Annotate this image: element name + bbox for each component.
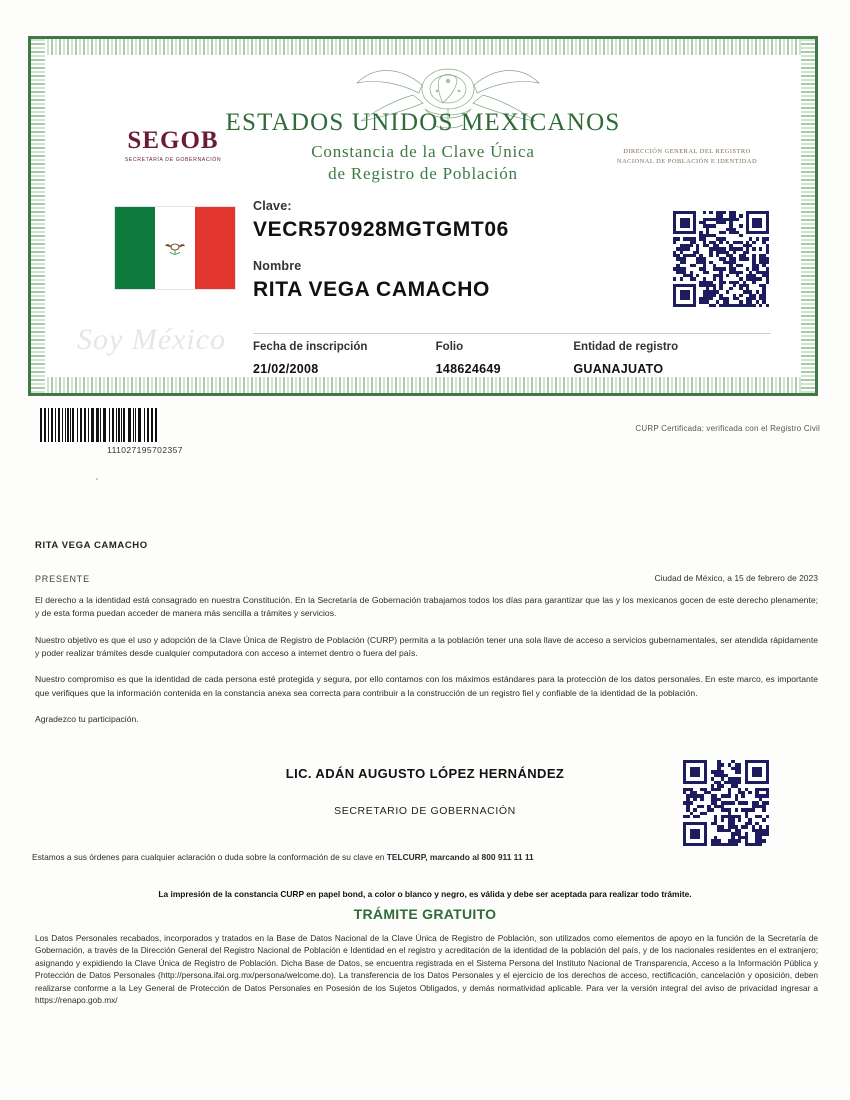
title-constancia: Constancia de la Clave Única bbox=[311, 142, 535, 161]
curp-qr-code[interactable] bbox=[673, 211, 769, 307]
flag-stripe-white bbox=[155, 207, 195, 289]
ornament-band-bottom bbox=[31, 377, 815, 393]
curp-card bbox=[28, 36, 818, 396]
privacy-notice: Los Datos Personales recabados, incorporados y tratados en la Base de Datos Nacional de la Clave Única de Registro de Población, son utilizados como elementos de apoyo en la función de la Secretaría de Gobernación, a través de la Dirección General del Registro Nacional de Población e Identidad en el registro y acreditación de la identidad de la población del país, y de los nacionales residentes en el extranjero; asignando y expidiendo la Clave Única de Registro de Población. Dicha Base de Datos, se encuentra registrada en el Sistema Persona del Instituto Nacional de Transparencia, Acceso a la Información Pública y Protección de Datos Personales (http://persona.ifai.org.mx/persona/welcome.do). La transferencia de los Datos Personales y el ejercicio de los derechos de acceso, rectificación, cancelación y oposición, deben realizarse conforme a la Ley General de Protección de Datos Personales en Posesión de los Sujetos Obligados, y demás normatividad aplicable. Para ver la versión integral del aviso de privacidad ingresar a https://renapo.gob.mx/ bbox=[35, 933, 818, 1006]
telcurp-note bbox=[32, 852, 818, 862]
dependency-label: DIRECCIÓN GENERAL DEL REGISTRO NACIONAL DE POBLACIÓN E IDENTIDAD bbox=[616, 148, 758, 165]
entidad-value: GUANAJUATO bbox=[573, 362, 664, 376]
clave-value: VECR570928MGTGMT06 bbox=[253, 218, 509, 241]
letter-paragraph: El derecho a la identidad está consagrado en nuestra Constitución. En la Secretaría de Gobernación trabajamos todos los días para garantizar que las y los mexicanos gocen de este derecho plenamente; y de esta forma puedan acceder de manera más sencilla a trámites y servicios. bbox=[35, 595, 818, 619]
entidad-label: Entidad de registro bbox=[573, 341, 679, 353]
card-fields bbox=[253, 199, 673, 302]
telcurp-note-text: Estamos a sus órdenes para cualquier aclaración o duda sobre la conformación de su clave en bbox=[32, 852, 387, 862]
folio-field bbox=[436, 341, 574, 376]
signature-role: SECRETARIO DE GOBERNACIÓN bbox=[334, 805, 516, 817]
signature-name: LIC. ADÁN AUGUSTO LÓPEZ HERNÁNDEZ bbox=[285, 766, 565, 781]
barcode-number: 111027195702357 bbox=[107, 445, 183, 455]
soy-mexico-watermark: Soy México bbox=[77, 323, 227, 356]
card-content bbox=[53, 61, 793, 376]
title-registro: de Registro de Población bbox=[328, 164, 518, 183]
telcurp-phone: TELCURP, marcando al 800 911 11 11 bbox=[386, 852, 534, 862]
segob-wordmark: SEGOB bbox=[127, 127, 219, 154]
segob-subtitle: SECRETARÍA DE GOBERNACIÓN bbox=[124, 157, 222, 163]
tramite-gratuito-label: TRÁMITE GRATUITO bbox=[353, 906, 497, 922]
letter-recipient: RITA VEGA CAMACHO bbox=[35, 540, 148, 551]
letter-paragraph: Nuestro objetivo es que el uso y adopción de la Clave Única de Registro de Población (CURP) permita a la población tener una sola llave de acceso a servicios gubernamentales, ser atendida rápidamente y poder realizar trámites desde cualquier computadora con acceso a internet dentro o fuera del país. bbox=[35, 634, 818, 658]
segob-logo bbox=[93, 127, 253, 163]
nombre-label: Nombre bbox=[253, 259, 302, 273]
fecha-label: Fecha de inscripción bbox=[253, 341, 368, 353]
letter-paragraph: Nuestro compromiso es que la identidad de cada persona esté protegida y segura, por ello contamos con los máximos estándares para la protección de los datos personales. En este marco, es importante que verifiques que la información contenida en la constancia anexa sea correcta para contribuir a la construcción de un registro fiel y confiable de la identidad de la población. bbox=[35, 674, 818, 698]
signature-qr-code[interactable] bbox=[683, 760, 769, 846]
folio-value: 148624649 bbox=[435, 362, 501, 376]
ornament-band-right bbox=[801, 39, 815, 393]
bond-print-note: La impresión de la constancia CURP en papel bond, a color o blanco y negro, es válida y debe ser aceptada para realizar todo trámite. bbox=[158, 889, 692, 899]
fecha-inscripcion-field bbox=[253, 341, 436, 376]
title-estados-unidos: ESTADOS UNIDOS MEXICANOS bbox=[225, 109, 621, 136]
folio-label: Folio bbox=[435, 341, 464, 353]
barcode-graphic bbox=[40, 408, 250, 442]
clave-label: Clave: bbox=[253, 199, 292, 213]
barcode-block bbox=[40, 408, 250, 455]
ornament-band-left bbox=[31, 39, 45, 393]
certification-note: CURP Certificada: verificada con el Registro Civil bbox=[635, 424, 820, 433]
entidad-field bbox=[573, 341, 771, 376]
flag-stripe-green bbox=[115, 207, 155, 289]
card-bottom-row bbox=[253, 333, 771, 376]
clave-field bbox=[253, 199, 673, 242]
letter-paragraph: Agradezco tu participación. bbox=[35, 713, 139, 724]
mexican-flag-graphic bbox=[115, 207, 235, 289]
ornament-band-top bbox=[31, 39, 815, 55]
letter-place-date: Ciudad de México, a 15 de febrero de 2023 bbox=[654, 573, 818, 583]
letter-body bbox=[35, 594, 818, 739]
fecha-value: 21/02/2008 bbox=[253, 362, 319, 376]
flag-crest-icon bbox=[164, 237, 186, 259]
scan-artifact-dot-bottom bbox=[96, 478, 98, 480]
flag-stripe-red bbox=[195, 207, 235, 289]
nombre-value: RITA VEGA CAMACHO bbox=[253, 278, 490, 301]
letter-presente: PRESENTE bbox=[35, 574, 90, 584]
nombre-field bbox=[253, 259, 673, 302]
